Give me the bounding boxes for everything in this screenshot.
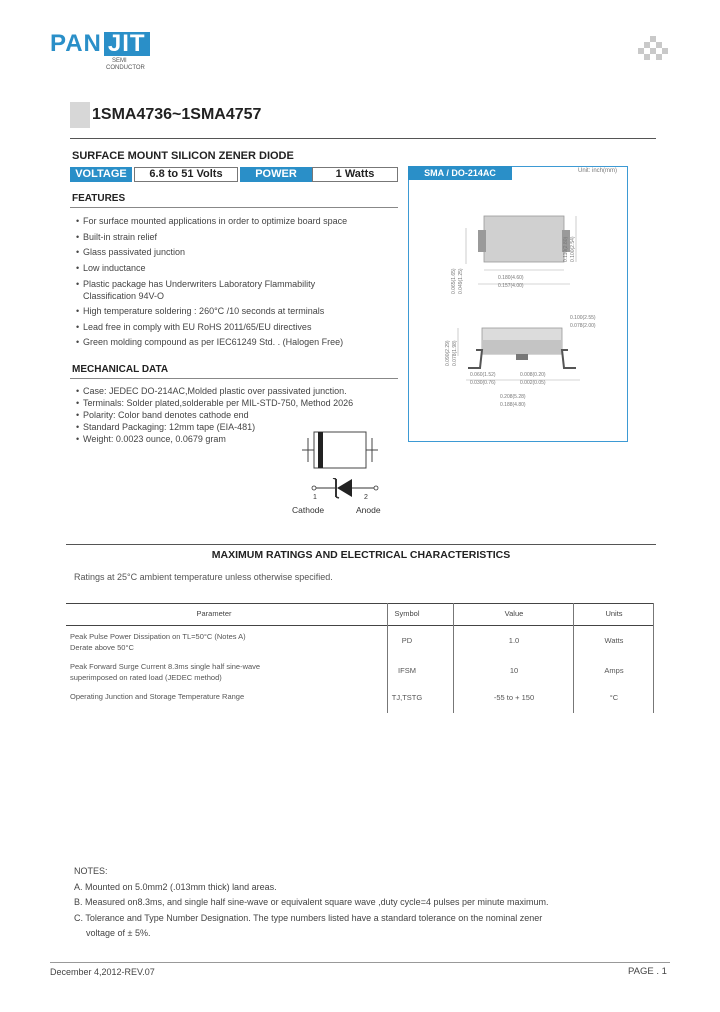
dim-label: 0.030(0.76) <box>470 380 496 386</box>
zener-symbol-icon <box>308 478 384 502</box>
ratings-title: MAXIMUM RATINGS AND ELECTRICAL CHARACTERISTICS <box>211 549 511 561</box>
table-row-param <box>70 631 246 653</box>
list-item: • For surface mounted applications in order to optimize board space <box>76 214 396 230</box>
dim-label: 0.110(2.80) <box>563 236 569 262</box>
footer-divider <box>50 962 670 963</box>
package-label: SMA / DO-214AC <box>408 166 512 180</box>
dim-label: 0.078(2.00) <box>570 323 596 329</box>
pin1-label: 1 <box>313 494 317 501</box>
table-row-param <box>70 661 260 683</box>
page-number: PAGE . 1 <box>628 966 667 977</box>
list-item: • Terminals: Solder plated,solderable per MIL-STD-750, Method 2026 <box>76 397 416 409</box>
table-row-units: Amps <box>604 666 624 675</box>
table-row-symbol: IFSM <box>398 666 416 675</box>
list-item: • Built-in strain relief <box>76 230 396 246</box>
table-top-rule <box>66 603 654 604</box>
dim-label: 0.090(2.29) <box>445 340 451 366</box>
list-item: • Low inductance <box>76 261 396 277</box>
voltage-value: 6.8 to 51 Volts <box>134 167 238 182</box>
brand-subtitle <box>106 58 145 72</box>
param-line1: Peak Forward Surge Current 8.3ms single half sine-wave <box>70 662 261 671</box>
note-a: A. Mounted on 5.0mm2 (.013mm thick) land areas. <box>74 881 277 892</box>
corner-decoration <box>638 36 668 62</box>
dim-label: 0.100(2.55) <box>570 315 596 321</box>
list-item-line2: Classification 94V-O <box>83 291 165 301</box>
dim-label: 0.100(2.54) <box>570 236 576 262</box>
list-item: • High temperature soldering : 260°C /10 seconds at terminals <box>76 304 396 320</box>
param-line1: Peak Pulse Power Dissipation on TL=50°C (Notes A) <box>70 632 246 641</box>
list-item: • Weight: 0.0023 ounce, 0.0679 gram <box>76 433 416 445</box>
power-value: 1 Watts <box>312 167 398 182</box>
note-c-cont: voltage of ± 5%. <box>86 928 151 938</box>
ratings-divider <box>66 544 656 545</box>
dim-label: 0.188(4.80) <box>500 402 526 408</box>
table-row-value: 10 <box>509 666 519 675</box>
brand-logo <box>50 30 150 58</box>
col-header-parameter: Parameter <box>196 609 232 618</box>
notes-section <box>74 864 634 942</box>
mechanical-heading: MECHANICAL DATA <box>72 364 169 375</box>
table-row-units: Watts <box>604 636 624 645</box>
product-subtitle: SURFACE MOUNT SILICON ZENER DIODE <box>72 150 294 162</box>
list-item: • Lead free in comply with EU RoHS 2011/65/EU directives <box>76 320 396 336</box>
package-drawing <box>420 200 620 400</box>
dim-label: 0.208(5.28) <box>500 394 526 400</box>
diode-body-diagram <box>300 430 380 470</box>
pin2-label: 2 <box>364 494 368 501</box>
dim-label: 0.180(4.60) <box>498 275 524 281</box>
features-list <box>76 214 396 351</box>
table-row-value: 1.0 <box>508 636 520 645</box>
table-header-rule <box>66 625 654 626</box>
features-divider <box>70 207 398 208</box>
dim-label: 0.157(4.00) <box>498 283 524 289</box>
revision-date: December 4,2012-REV.07 <box>50 967 155 977</box>
dim-label: 0.065(1.65) <box>451 268 457 294</box>
dim-label: 0.002(0.05) <box>520 380 546 386</box>
table-row-symbol: PD <box>401 636 413 645</box>
col-header-units: Units <box>605 609 623 618</box>
header-divider <box>70 138 656 139</box>
voltage-label: VOLTAGE <box>70 167 132 182</box>
table-row-value: -55 to + 150 <box>493 693 535 702</box>
list-item: • Glass passivated junction <box>76 245 396 261</box>
anode-label: Anode <box>356 505 381 515</box>
list-item: • Case: JEDEC DO-214AC,Molded plastic over passivated junction. <box>76 385 416 397</box>
list-item: • Polarity: Color band denotes cathode end <box>76 409 416 421</box>
dim-label: 0.078(1.98) <box>452 340 458 366</box>
cathode-label: Cathode <box>292 505 325 515</box>
brand-sub-line2: CONDUCTOR <box>106 65 145 71</box>
dim-label: 0.049(1.25) <box>458 268 464 294</box>
package-unit: Unit: inch(mm) <box>578 168 618 174</box>
brand-logo-right: JIT <box>104 32 150 56</box>
ratings-condition: Ratings at 25°C ambient temperature unless otherwise specified. <box>74 572 333 582</box>
table-row-units: °C <box>609 693 619 702</box>
features-heading: FEATURES <box>72 193 126 204</box>
table-row-symbol: TJ,TSTG <box>391 693 423 702</box>
dim-label: 0.060(1.52) <box>470 372 496 378</box>
list-item-line1: • Plastic package has Underwriters Laboratory Flammability <box>83 279 316 289</box>
title-shade <box>70 102 90 128</box>
note-b: B. Measured on8.3ms, and single half sine-wave or equivalent square wave ,duty cycle=4 pulses per minute maximum. <box>74 897 549 907</box>
note-c: C. Tolerance and Type Number Designation. The type numbers listed have a standard tolerance on the nominal zener <box>74 912 543 923</box>
brand-sub-line1: SEMI <box>112 58 127 64</box>
col-header-symbol: Symbol <box>394 609 420 618</box>
col-header-value: Value <box>504 609 524 618</box>
notes-heading: NOTES: <box>74 866 108 876</box>
part-range-title: 1SMA4736~1SMA4757 <box>92 106 262 123</box>
table-row-param: Operating Junction and Storage Temperature Range <box>70 692 245 701</box>
mechanical-divider <box>70 378 398 379</box>
list-item <box>76 276 396 304</box>
list-item: • Standard Packaging: 12mm tape (EIA-481) <box>76 421 416 433</box>
param-line2: superimposed on rated load (JEDEC method) <box>70 673 222 682</box>
power-label: POWER <box>240 167 312 182</box>
param-line2: Derate above 50°C <box>70 643 134 652</box>
ratings-table <box>66 603 654 713</box>
list-item: • Green molding compound as per IEC61249 Std. . (Halogen Free) <box>76 335 396 351</box>
brand-logo-left: PAN <box>50 30 102 57</box>
dim-label: 0.008(0.20) <box>520 372 546 378</box>
